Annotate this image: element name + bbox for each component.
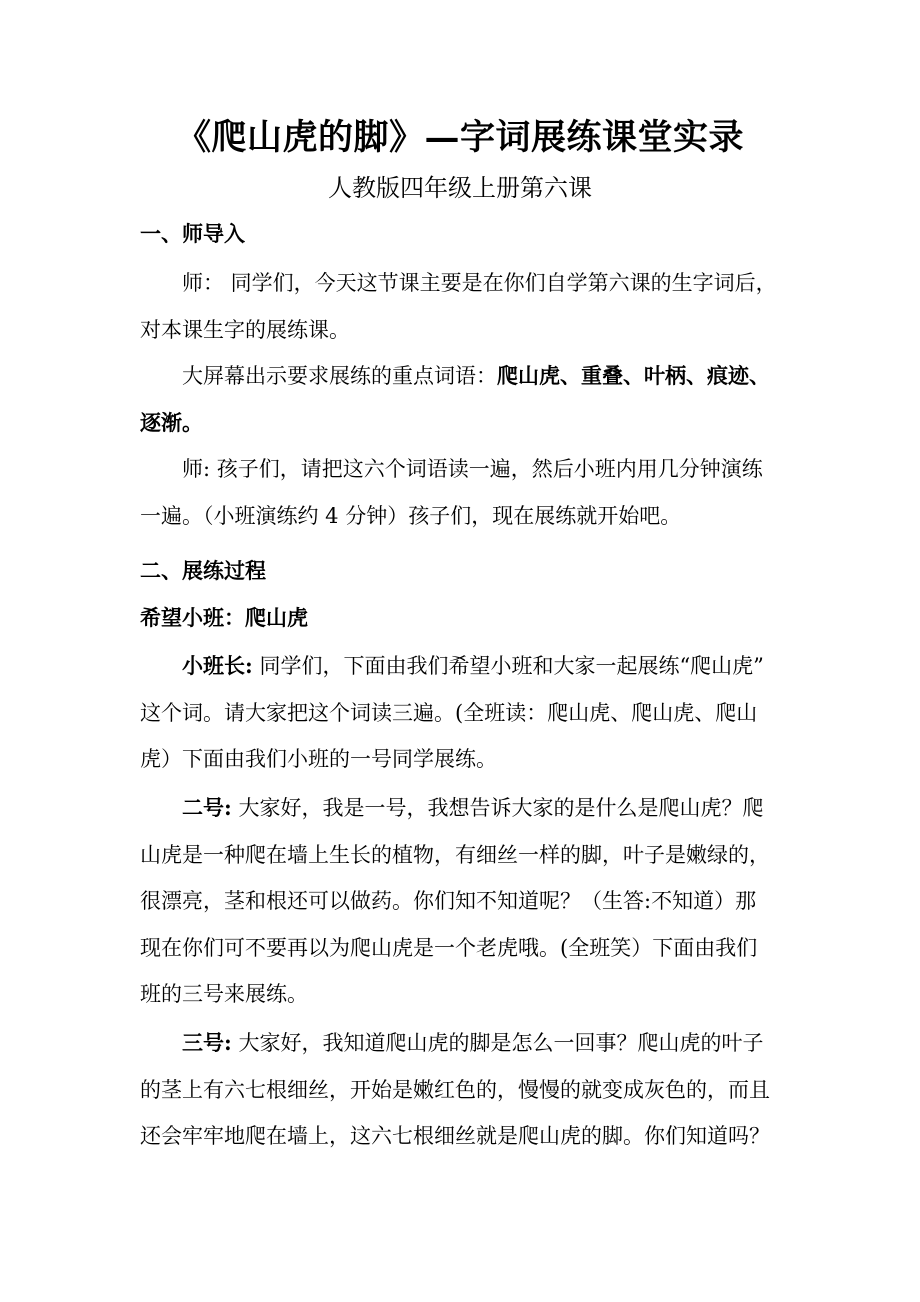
text-line: 这个词。请大家把这个词读三遍。(全班读：爬山虎、爬山虎、爬山 — [140, 700, 758, 725]
key-words-list-cont: 逐渐。 — [140, 409, 203, 435]
text-line: 的茎上有六七根细丝，开始是嫩红色的，慢慢的就变成灰色的，而且 — [140, 1077, 770, 1102]
speech-text: 同学们，下面由我们希望小班和大家一起展练“爬山虎” — [252, 654, 764, 678]
text-line — [140, 785, 780, 832]
text-line: 现在你们可不要再以为爬山虎是一个老虎哦。(全班笑）下面由我们 — [140, 935, 758, 960]
section-heading-intro: 一、师导入 — [140, 221, 245, 246]
text-line: 山虎是一种爬在墙上生长的植物，有细丝一样的脚，叶子是嫩绿的， — [140, 842, 770, 867]
document-title: 《爬山虎的脚》—字词展练课堂实录 — [175, 117, 744, 158]
speaker-label: 二号: — [182, 795, 232, 820]
group-heading: 希望小班：爬山虎 — [140, 605, 308, 630]
paragraph-teacher-intro — [140, 260, 780, 353]
text-line: 师: 孩子们，请把这六个词语读一遍，然后小班内用几分钟演练 — [182, 457, 763, 481]
text-line: 师： 同学们，今天这节课主要是在你们自学第六课的生字词后， — [182, 271, 777, 295]
speech-text: 大家好，我是一号，我想告诉大家的是什么是爬山虎？爬 — [231, 796, 764, 820]
text-line: 很漂亮，茎和根还可以做药。你们知不知道呢？（生答:不知道）那 — [140, 889, 757, 913]
text-line: 对本课生字的展练课。 — [140, 317, 350, 342]
key-words-list: 爬山虎、重叠、叶柄、痕迹、 — [497, 363, 770, 388]
paragraph-student-three — [140, 1020, 780, 1160]
text-line: 虎）下面由我们小班的一号同学展练。 — [140, 747, 497, 771]
paragraph-teacher-instruction — [140, 446, 780, 539]
text-line: 还会牢牢地爬在墙上，这六七根细丝就是爬山虎的脚。你们知道吗？ — [140, 1124, 770, 1148]
paragraph-class-leader — [140, 643, 780, 783]
speech-text: 大家好，我知道爬山虎的脚是怎么一回事？爬山虎的叶子 — [231, 1031, 764, 1055]
section-heading-process: 二、展练过程 — [140, 558, 266, 583]
text-line — [140, 353, 780, 400]
paragraph-student-two — [140, 785, 780, 1018]
speaker-label: 小班长: — [182, 653, 253, 678]
text-line — [140, 400, 780, 447]
speaker-label: 三号: — [182, 1030, 232, 1055]
text-line — [140, 643, 780, 690]
text-line — [140, 1020, 780, 1067]
document-subtitle: 人教版四年级上册第六课 — [328, 174, 592, 202]
text-line: 班的三号来展练。 — [140, 982, 308, 1006]
text-line: 一遍。（小班演练约 4 分钟）孩子们，现在展练就开始吧。 — [140, 503, 682, 528]
key-words-lead: 大屏幕出示要求展练的重点词语： — [182, 364, 497, 388]
paragraph-key-words — [140, 353, 780, 446]
